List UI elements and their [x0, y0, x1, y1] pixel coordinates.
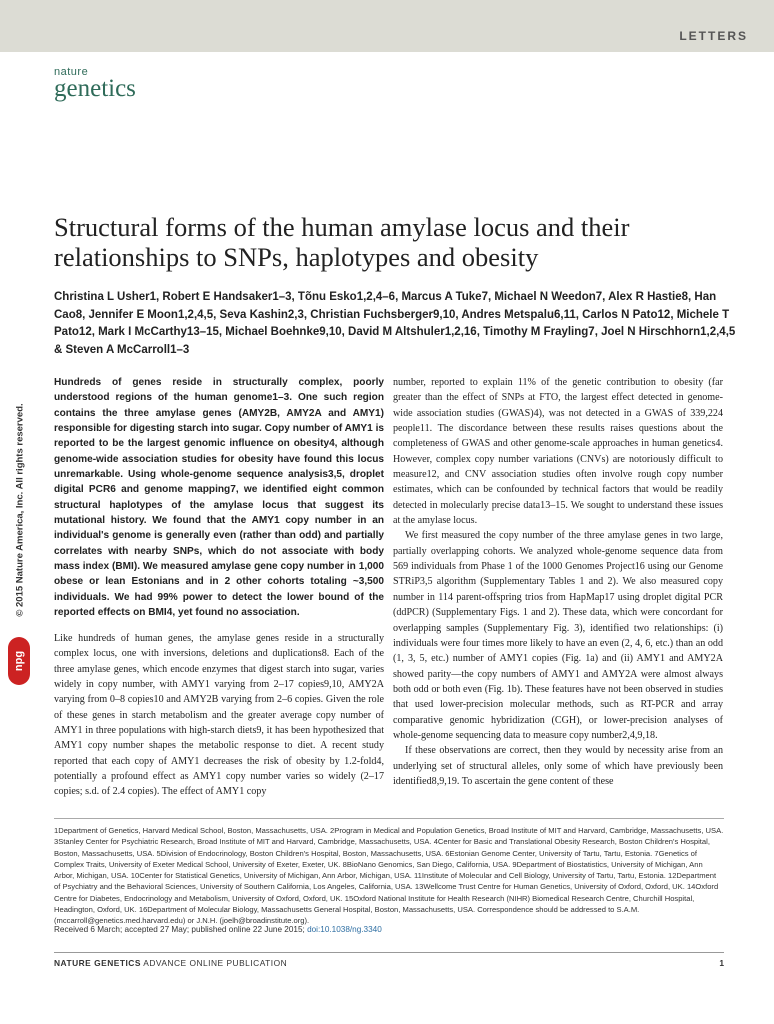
right-paragraph-3: If these observations are correct, then they would by necessity arise from an underlying set of structural alleles, only some of which have previously been identified8,9,19. To ascertain the gene content of these — [393, 745, 723, 787]
right-paragraph-1: number, reported to explain 11% of the genetic contribution to obesity (far greater than the effect of SNPs at FTO, the largest effect detected in genome-wide association studies (GWAS)4), was not detected in a GWAS of 339,224 people11. The discordance between these results raises questions about the completeness of GWAS and other genome-scale approaches in human genetics4. However, complex copy number variations (CNVs) are notoriously difficult to measure12, and CNV association studies often involve rough copy number estimates, which can be confounded by technical factors that would be readily detected in molecularly precise data13–15. We sought to understand these issues at the amylase locus. — [393, 377, 723, 527]
footer-divider — [54, 952, 724, 953]
footer-journal-name: NATURE GENETICS — [54, 958, 141, 968]
page-footer — [54, 958, 724, 968]
npg-badge-text: npg — [13, 650, 25, 672]
doi-link[interactable]: doi:10.1038/ng.3340 — [307, 925, 382, 934]
logo-small-text: nature — [54, 66, 89, 78]
abstract-text: Hundreds of genes reside in structurally complex, poorly understood regions of the human genome1–3. One such region contains the three amylase genes (AMY2B, AMY2A and AMY1) responsible for digesting starch into sugar. Copy number of AMY1 is reported to be the largest genomic influence on obesity4, although genome-wide association studies for obesity have found this locus unremarkable. Using whole-genome sequence analysis3,5, droplet digital PCR6 and genome mapping7, we identified eight common structural haplotypes of the amylase locus that suggest its mutational history. We found that the AMY1 copy number in an individual's genome is generally even (rather than odd) and partially correlates with nearby SNPs, which do not associate with body mass index (BMI). We measured amylase gene copy number in 1,000 obese or lean Estonians and in 2 other cohorts totaling ~3,500 individuals. We had 99% power to detect the lower bound of the reported effects on BMI4, yet found no association. — [54, 377, 384, 619]
received-dates: Received 6 March; accepted 27 May; published online 22 June 2015; — [54, 925, 305, 934]
intro-paragraph: Like hundreds of human genes, the amylase genes reside in a structurally complex locus, one with inversions, deletions and duplications8. Each of the three amylase genes, which encode enzymes that digest starch into sugar, varies widely in copy number, with AMY1 varying from 2–17 copies9,10, AMY2A varying from 0–8 copies10 and AMY2B varying from 2–6 copies. Given the role of these genes in starch metabolism and the greater average copy number of AMY1 in three populations with high-starch diets9, it has been hypothesized that AMY1 copy number shapes the metabolic response to diet. A recent study reported that each copy of AMY1 decreases the risk of obesity by 1.2-fold4, potentially a profound effect as AMY1 copy number varies so widely (2–17 copies; s.d. of 2.4 copies). The effect of AMY1 copy — [54, 633, 384, 798]
abstract — [54, 375, 384, 621]
footer-publication-status: ADVANCE ONLINE PUBLICATION — [143, 958, 288, 968]
right-column — [393, 375, 723, 789]
received-line — [54, 925, 724, 934]
intro-column — [54, 631, 384, 800]
footnote-divider — [54, 818, 724, 819]
article-title: Structural forms of the human amylase locus and their relationships to SNPs, haplotypes and obesity — [54, 212, 630, 272]
affiliations-footnotes: 1Department of Genetics, Harvard Medical School, Boston, Massachusetts, USA. 2Program in Medical and Population Genetics, Broad Institute of MIT and Harvard, Cambridge, Massachusetts, USA. 3Stanley Center for Psychiatric Research, Broad Institute of MIT and Harvard, Cambridge, Massachusetts, USA. 4Center for Basic and Translational Obesity Research, Boston Children's Hospital, Boston, Massachusetts, USA. 5Division of Endocrinology, Boston Children's Hospital, Boston, Massachusetts, USA. 6Estonian Genome Center, University of Tartu, Tartu, Estonia. 7Genetics of Complex Traits, University of Exeter Medical School, University of Exeter, Exeter, UK. 8BioNano Genomics, San Diego, California, USA. 9Department of Biostatistics, University of Michigan, Ann Arbor, Michigan, USA. 10Center for Statistical Genetics, University of Michigan, Ann Arbor, Michigan, USA. 11Institute of Molecular and Cell Biology, University of Tartu, Tartu, Estonia. 12Department of Psychiatry and the Behavioral Sciences, University of Southern California, Los Angeles, California, USA. 13Wellcome Trust Centre for Human Genetics, University of Oxford, Oxford, UK. 14Oxford Centre for Diabetes, Endocrinology and Metabolism, University of Oxford, Oxford, UK. 15Oxford National Institute for Health Research (NIHR) Biomedical Research Centre, Churchill Hospital, Headington, Oxford, UK. 16Department of Molecular Biology, Massachusetts General Hospital, Boston, Massachusetts, USA. Correspondence should be addressed to S.A.M. (mccarroll@genetics.med.harvard.edu) or J.N.H. (joelh@broadinstitute.org). — [54, 826, 724, 926]
journal-logo — [54, 67, 136, 101]
author-list: Christina L Usher1, Robert E Handsaker1–3, Tõnu Esko1,2,4–6, Marcus A Tuke7, Michael N Weedon7, Alex R Hastie8, Han Cao8, Jennifer E Moon1,2,4,5, Seva Kashin2,3, Christian Fuchsberger9,10, Andres Metspalu6,11, Carlos N Pato12, Michele T Pato12, Mark I McCarthy13–15, Michael Boehnke9,10, David M Altshuler1,2,16, Timothy M Frayling7, Joel N Hirschhorn1,2,4,5 & Steven A McCarroll1–3 — [54, 291, 736, 356]
copyright-text: © 2015 Nature America, Inc. All rights reserved. — [14, 403, 26, 617]
header-background — [0, 0, 774, 52]
logo-big-text: genetics — [54, 75, 136, 102]
right-paragraph-2: We first measured the copy number of the three amylase genes in two large, partially overlapping cohorts. We analyzed whole-genome sequence data from 569 individuals from Phase 1 of the 1000 Genomes Project16 using our Genome STRiP3,5 algorithm (Supplementary Tables 1 and 2). We also measured copy number in 114 parent-offspring trios from HapMap17 using droplet digital PCR (ddPCR) (Supplementary Figs. 1 and 2). These data, which were concordant for overlapping samples (Supplementary Fig. 3), identified two relationships: (i) individuals were four times more likely to have an even (2, 4, 6, etc.) than an odd (1, 3, 5, etc.) number of AMY1 copies (Fig. 1a) and (ii) AMY1 and AMY2A showed parity—the copy numbers of AMY1 and AMY2A were almost always both odd or both even (Fig. 1b). These features have not been observed in studies that used lower-precision molecular methods, such as RT-PCR and array comparative genomic hybridization (CGH), or lower-precision analyses of whole-genome sequencing data to measure copy number2,4,9,18. — [393, 530, 723, 741]
npg-badge — [8, 637, 30, 685]
header-bar — [0, 0, 774, 52]
copyright-notice — [10, 360, 30, 660]
section-label: LETTERS — [679, 29, 748, 43]
page-number: 1 — [719, 958, 724, 968]
